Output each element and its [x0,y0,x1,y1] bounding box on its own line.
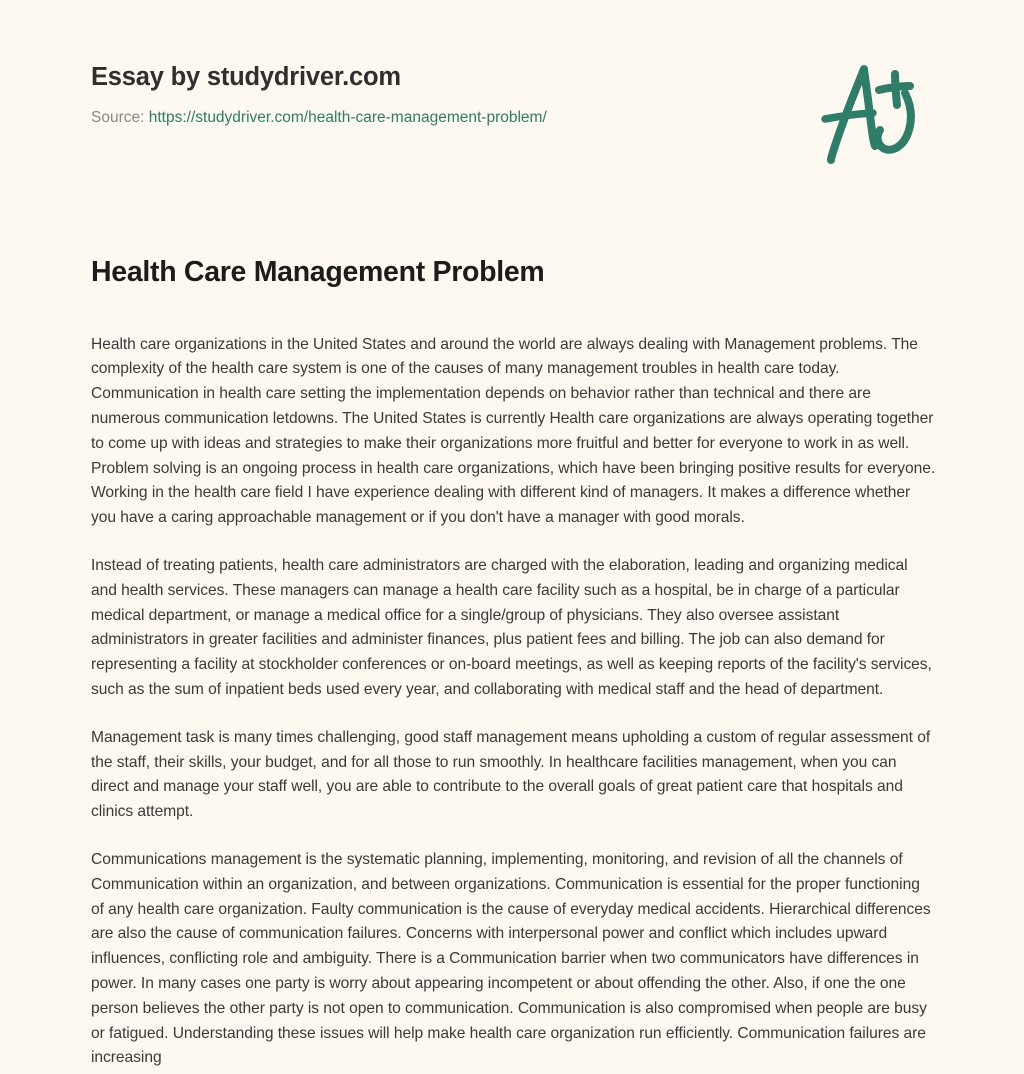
page-header [0,0,1024,190]
article [91,255,936,1071]
source-label: Source: [91,108,145,126]
article-paragraph: Health care organizations in the United States and around the world are always dealing with Management problems. The complexity of the health care system is one of the causes of many management troubles in health care today. Communication in health care setting the implementation depends on behavior rather than technical and there are numerous communication letdowns. The United States is currently Health care organizations are always operating together to come up with ideas and strategies to make their organizations more fruitful and better for everyone to work in as well. Problem solving is an ongoing process in health care organizations, which have been bringing positive results for everyone. Working in the health care field I have experience dealing with different kind of managers. It makes a difference whether you have a caring approachable management or if you don't have a manager with good morals. [91,335,936,527]
article-paragraph: Communications management is the systematic planning, implementing, monitoring, and revision of all the channels of Communication within an organization, and between organizations. Communication is essential for the proper functioning of any health care organization. Faulty communication is the cause of everyday medical accidents. Hierarchical differences are also the cause of communication failures. Concerns with interpersonal power and conflict which includes upward influences, conflicting role and ambiguity. There is a Communication barrier when two communicators have differences in power. In many cases one party is worry about appearing incompetent or about offending the other. Also, if one the one person believes the other party is not open to communication. Communication is also compromised when people are busy or fatigued. Understanding these issues will help make health care organization run efficiently. Communication failures are increasing [91,850,931,1067]
article-paragraph: Instead of treating patients, health care administrators are charged with the elaboration, leading and organizing medical and health services. These managers can manage a health care facility such as a hospital, be in charge of a particular medical department, or manage a medical office for a single/group of physicians. They also oversee assistant administrators in greater facilities and administer finances, plus patient fees and billing. The job can also demand for representing a facility at stockholder conferences or on-board meetings, as well as keeping reports of the facility's services, such as the sum of inpatient beds used every year, and collaborating with medical staff and the head of department. [91,557,932,698]
article-paragraph: Management task is many times challenging, good staff management means upholding a custom of regular assessment of the staff, their skills, your budget, and for all those to run smoothly. In healthcare facilities management, when you can direct and manage your staff well, you are able to contribute to the overall goals of great patient care that hospitals and clinics attempt. [91,728,931,821]
source-url-link[interactable]: https://studydriver.com/health-care-management-problem/ [148,108,547,126]
page-title: Health Care Management Problem [91,256,545,288]
brand-title: Essay by studydriver.com [91,63,401,91]
article-body [91,333,936,1072]
studydriver-logo[interactable] [812,57,932,172]
brand-block [91,62,731,128]
a-plus-logo-icon [812,57,932,172]
source-line [91,108,731,128]
